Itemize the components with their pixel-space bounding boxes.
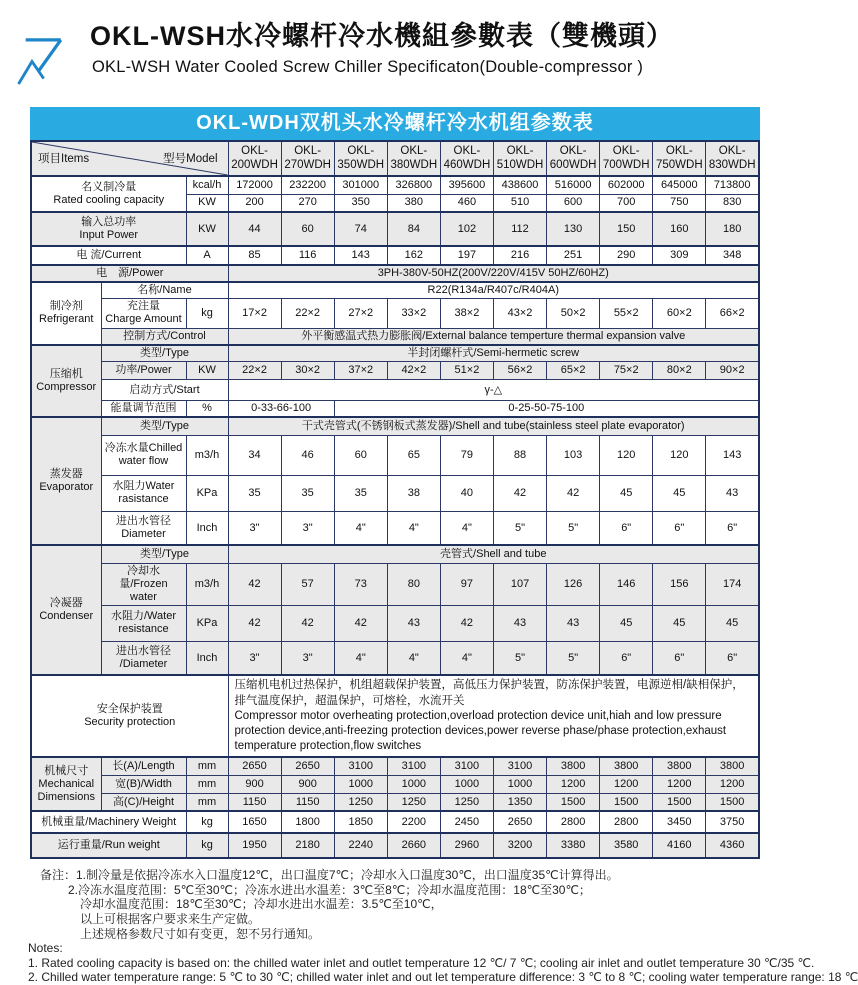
value-cell: 50×2 [547, 298, 600, 328]
value-cell: 1650 [228, 811, 281, 833]
row-label: 类型/Type [101, 417, 228, 435]
value-cell: 75×2 [600, 362, 653, 380]
row-label: 进出水管径 /Diameter [101, 641, 186, 675]
value-cell: 84 [387, 212, 440, 246]
row-compressor-start [31, 380, 759, 401]
row-label: 充注量 Charge Amount [101, 298, 186, 328]
value-cell: 45 [653, 605, 706, 641]
row-power-supply [31, 265, 759, 282]
value-cell: 17×2 [228, 298, 281, 328]
value-cell: 85 [228, 246, 281, 265]
row-label: 水阻力Water rasistance [101, 475, 186, 511]
value-cell: 460 [440, 194, 493, 212]
value-cell: 120 [600, 435, 653, 475]
value-cell: 42×2 [387, 362, 440, 380]
value-cell: 4" [440, 641, 493, 675]
value-cell: 1500 [547, 793, 600, 811]
value-cell: 43 [387, 605, 440, 641]
row-evaporator-type [31, 417, 759, 435]
row-label: 名称/Name [101, 282, 228, 298]
value-cell: 1150 [228, 793, 281, 811]
note-line: 备注：1.制冷量是依据冷冻水入口温度12℃，出口温度7℃；冷却水入口温度30℃，出口温度35℃计算得出。 [40, 868, 619, 883]
value-cell: 51×2 [440, 362, 493, 380]
row-label: 冷却水量/Frozen water [101, 563, 186, 605]
value-cell: 3" [228, 511, 281, 545]
row-evaporator-resistance [31, 475, 759, 511]
value-cell: 1200 [600, 775, 653, 793]
value-cell: 900 [281, 775, 334, 793]
model-cell: OKL- 700WDH [600, 141, 653, 176]
value-cell: 0-25-50-75-100 [334, 401, 759, 417]
value-cell: 1250 [440, 793, 493, 811]
value-cell: 150 [600, 212, 653, 246]
row-label: 运行重量/Run weight [31, 833, 186, 858]
row-condenser-flow [31, 563, 759, 605]
value-cell: 4" [387, 511, 440, 545]
row-dimensions-width [31, 775, 759, 793]
value-cell: 3PH-380V-50HZ(200V/220V/415V 50HZ/60HZ) [228, 265, 759, 282]
value-cell: 6" [706, 641, 759, 675]
value-cell: 172000 [228, 176, 281, 194]
note-line: 冷却水温度范围：18℃至30℃；冷却水进出水温差：3.5℃至10℃， [80, 897, 443, 912]
row-label: 功率/Power [101, 362, 186, 380]
note-line: 2. Chilled water temperature range: 5 ℃ to 30 ℃; chilled water inlet and out let temperature difference: 3 ℃ to 8 ℃; cooling water temperature range: 18 ℃ [28, 970, 858, 985]
row-label: 能量调节范围 [101, 401, 186, 417]
value-cell: 42 [547, 475, 600, 511]
value-cell: 88 [493, 435, 546, 475]
value-cell: 1200 [706, 775, 759, 793]
group-label-condenser: 冷凝器 Condenser [31, 545, 101, 675]
row-dimensions-length [31, 757, 759, 775]
model-label: 型号Model [163, 153, 218, 165]
value-cell: 42 [440, 605, 493, 641]
value-cell: 309 [653, 246, 706, 265]
value-cell: 102 [440, 212, 493, 246]
row-label: 冷冻水量Chilled water flow [101, 435, 186, 475]
value-cell: 44 [228, 212, 281, 246]
group-label-dimensions: 机械尺寸 Mechanical Dimensions [31, 757, 101, 811]
row-label: 类型/Type [101, 545, 228, 563]
unit-cell: A [186, 246, 228, 265]
value-cell: 55×2 [600, 298, 653, 328]
value-cell: 45 [706, 605, 759, 641]
value-cell: 3800 [653, 757, 706, 775]
group-label-refrigerant: 制冷剂 Refrigerant [31, 282, 101, 345]
value-cell: 3800 [706, 757, 759, 775]
model-cell: OKL- 600WDH [547, 141, 600, 176]
value-cell: 2450 [440, 811, 493, 833]
value-cell: 43×2 [493, 298, 546, 328]
row-label: 进出水管径 Diameter [101, 511, 186, 545]
value-cell: 3100 [440, 757, 493, 775]
value-cell: 232200 [281, 176, 334, 194]
row-dimensions-height [31, 793, 759, 811]
value-cell: 45 [600, 475, 653, 511]
unit-cell: mm [186, 793, 228, 811]
value-cell: 干式壳管式(不锈钢板式蒸发器)/Shell and tube(stainless steel plate evaporator) [228, 417, 759, 435]
value-cell: 60 [334, 435, 387, 475]
value-cell: 130 [547, 212, 600, 246]
value-cell: 80×2 [653, 362, 706, 380]
value-cell: 壳管式/Shell and tube [228, 545, 759, 563]
model-cell: OKL- 350WDH [334, 141, 387, 176]
value-cell: 38×2 [440, 298, 493, 328]
value-cell: 74 [334, 212, 387, 246]
value-cell: 压缩机电机过热保护，机组超载保护装置，高低压力保护装置，防冻保护装置，电源逆相/缺相保护，排气温度保护，超温保护，可熔栓，水流开关 Compressor motor overheating protection,overload protection device unit,hiah and low pressure protection device,anti-freezing protection devices,power reverse phase/phase protection,exhaust temperature protection,flow switches [228, 675, 759, 757]
value-cell: 1200 [653, 775, 706, 793]
row-security [31, 675, 759, 757]
value-cell: 4360 [706, 833, 759, 858]
unit-cell: kg [186, 811, 228, 833]
value-cell: 57 [281, 563, 334, 605]
value-cell: 1500 [600, 793, 653, 811]
value-cell: 0-33-66-100 [228, 401, 334, 417]
note-line: 上述规格参数尺寸如有变更，恕不另行通知。 [80, 926, 321, 941]
value-cell: 45 [600, 605, 653, 641]
value-cell: 3" [228, 641, 281, 675]
model-cell: OKL- 830WDH [706, 141, 759, 176]
value-cell: 1500 [706, 793, 759, 811]
value-cell: 2240 [334, 833, 387, 858]
items-label: 项目Items [38, 153, 90, 165]
value-cell: 1150 [281, 793, 334, 811]
value-cell: 73 [334, 563, 387, 605]
value-cell: 3100 [334, 757, 387, 775]
value-cell: 60 [281, 212, 334, 246]
value-cell: 326800 [387, 176, 440, 194]
row-refrigerant-control [31, 328, 759, 344]
value-cell: 900 [228, 775, 281, 793]
row-refrigerant-name [31, 282, 759, 298]
row-label: 安全保护装置 Security protection [31, 675, 228, 757]
row-current [31, 246, 759, 265]
value-cell: 301000 [334, 176, 387, 194]
value-cell: 42 [493, 475, 546, 511]
value-cell: 270 [281, 194, 334, 212]
value-cell: 3380 [547, 833, 600, 858]
value-cell: 2800 [600, 811, 653, 833]
value-cell: 156 [653, 563, 706, 605]
value-cell: 174 [706, 563, 759, 605]
value-cell: 3200 [493, 833, 546, 858]
row-label: 控制方式/Control [101, 328, 228, 344]
value-cell: 34 [228, 435, 281, 475]
value-cell: 1250 [387, 793, 440, 811]
value-cell: 56×2 [493, 362, 546, 380]
value-cell: 5" [547, 511, 600, 545]
unit-cell: Inch [186, 641, 228, 675]
page-title-cn: OKL-WSH水冷螺杆冷水機組參數表（雙機頭） [90, 21, 674, 51]
unit-cell: KW [186, 362, 228, 380]
row-label: 宽(B)/Width [101, 775, 186, 793]
unit-cell: kg [186, 298, 228, 328]
value-cell: 602000 [600, 176, 653, 194]
value-cell: 6" [600, 641, 653, 675]
value-cell: 146 [600, 563, 653, 605]
value-cell: 5" [547, 641, 600, 675]
value-cell: 45 [653, 475, 706, 511]
value-cell: 43 [706, 475, 759, 511]
value-cell: 143 [706, 435, 759, 475]
value-cell: 22×2 [281, 298, 334, 328]
value-cell: 42 [334, 605, 387, 641]
value-cell: 3100 [387, 757, 440, 775]
model-cell: OKL- 200WDH [228, 141, 281, 176]
unit-cell: mm [186, 775, 228, 793]
value-cell: 162 [387, 246, 440, 265]
model-cell: OKL- 380WDH [387, 141, 440, 176]
value-cell: 2960 [440, 833, 493, 858]
value-cell: 348 [706, 246, 759, 265]
value-cell: 180 [706, 212, 759, 246]
value-cell: 27×2 [334, 298, 387, 328]
value-cell: 1000 [334, 775, 387, 793]
value-cell: 79 [440, 435, 493, 475]
value-cell: 103 [547, 435, 600, 475]
row-label: 电 流/Current [31, 246, 186, 265]
group-label-evaporator: 蒸发器 Evaporator [31, 417, 101, 545]
value-cell: 700 [600, 194, 653, 212]
row-compressor-type [31, 345, 759, 362]
unit-cell: KPa [186, 475, 228, 511]
unit-cell: kg [186, 833, 228, 858]
value-cell: 1500 [653, 793, 706, 811]
model-cell: OKL- 750WDH [653, 141, 706, 176]
value-cell: 116 [281, 246, 334, 265]
model-cell: OKL- 270WDH [281, 141, 334, 176]
value-cell: 197 [440, 246, 493, 265]
row-compressor-energy [31, 401, 759, 417]
value-cell: 42 [281, 605, 334, 641]
value-cell: 251 [547, 246, 600, 265]
value-cell: 35 [228, 475, 281, 511]
value-cell: 43 [547, 605, 600, 641]
value-cell: 80 [387, 563, 440, 605]
value-cell: 3580 [600, 833, 653, 858]
value-cell: 3" [281, 511, 334, 545]
note-line: 1. Rated cooling capacity is based on: the chilled water inlet and outlet temperature 12 ℃/ 7 ℃; cooling air inlet and outlet temperature 30 ℃/35 ℃. [28, 955, 815, 970]
value-cell: 2650 [493, 811, 546, 833]
value-cell: 6" [653, 641, 706, 675]
unit-cell: KW [186, 212, 228, 246]
value-cell: 3100 [493, 757, 546, 775]
value-cell: 600 [547, 194, 600, 212]
value-cell: 65 [387, 435, 440, 475]
row-refrigerant-charge [31, 298, 759, 328]
arrow-up-right-icon [14, 30, 68, 92]
value-cell: 4" [334, 511, 387, 545]
value-cell: 1800 [281, 811, 334, 833]
value-cell: 2200 [387, 811, 440, 833]
unit-cell: Inch [186, 511, 228, 545]
row-condenser-diameter [31, 641, 759, 675]
value-cell: 438600 [493, 176, 546, 194]
value-cell: 22×2 [228, 362, 281, 380]
value-cell: 60×2 [653, 298, 706, 328]
value-cell: 6" [706, 511, 759, 545]
value-cell: 1350 [493, 793, 546, 811]
value-cell: 1200 [547, 775, 600, 793]
value-cell: 160 [653, 212, 706, 246]
value-cell: 42 [228, 605, 281, 641]
value-cell: 380 [387, 194, 440, 212]
row-label: 名义制冷量 Rated cooling capacity [31, 176, 186, 212]
value-cell: 外平衡感温式热力膨胀阀/External balance temperture thermal expansion valve [228, 328, 759, 344]
model-cell: OKL- 460WDH [440, 141, 493, 176]
value-cell: 395600 [440, 176, 493, 194]
value-cell: 6" [600, 511, 653, 545]
value-cell: 200 [228, 194, 281, 212]
unit-cell: kcal/h [186, 176, 228, 194]
value-cell: 830 [706, 194, 759, 212]
value-cell: 107 [493, 563, 546, 605]
notes-en-title: Notes: [28, 941, 63, 956]
value-cell: 33×2 [387, 298, 440, 328]
value-cell: 46 [281, 435, 334, 475]
row-label: 类型/Type [101, 345, 228, 362]
value-cell: 750 [653, 194, 706, 212]
value-cell: 143 [334, 246, 387, 265]
group-label-compressor: 压缩机 Compressor [31, 345, 101, 417]
value-cell: 35 [334, 475, 387, 511]
value-cell: 40 [440, 475, 493, 511]
value-cell: 4" [440, 511, 493, 545]
row-label: 电 源/Power [31, 265, 228, 282]
unit-cell: mm [186, 757, 228, 775]
row-input-power [31, 212, 759, 246]
row-cooling-kcal [31, 176, 759, 194]
value-cell: R22(R134a/R407c/R404A) [228, 282, 759, 298]
row-label: 启动方式/Start [101, 380, 228, 401]
value-cell: 30×2 [281, 362, 334, 380]
value-cell: 5" [493, 641, 546, 675]
corner-cell [31, 141, 228, 176]
value-cell: 713800 [706, 176, 759, 194]
value-cell: 4" [334, 641, 387, 675]
notes-block [28, 868, 858, 985]
value-cell: 4160 [653, 833, 706, 858]
value-cell: 1000 [387, 775, 440, 793]
unit-cell: KW [186, 194, 228, 212]
value-cell: 5" [493, 511, 546, 545]
row-label: 机械重量/Machinery Weight [31, 811, 186, 833]
model-cell: OKL- 510WDH [493, 141, 546, 176]
unit-cell: m3/h [186, 435, 228, 475]
title-block [90, 12, 674, 77]
unit-cell: m3/h [186, 563, 228, 605]
page-title-en: OKL-WSH Water Cooled Screw Chiller Specificaton(Double-compressor ) [92, 58, 644, 76]
value-cell: 3" [281, 641, 334, 675]
value-cell: 1850 [334, 811, 387, 833]
value-cell: 2660 [387, 833, 440, 858]
table-banner: OKL-WDH双机头水冷螺杆冷水机组参数表 [30, 107, 760, 140]
value-cell: 66×2 [706, 298, 759, 328]
value-cell: 35 [281, 475, 334, 511]
value-cell: 216 [493, 246, 546, 265]
value-cell: 290 [600, 246, 653, 265]
row-label: 长(A)/Length [101, 757, 186, 775]
value-cell: 37×2 [334, 362, 387, 380]
value-cell: 半封闭螺杆式/Semi-hermetic screw [228, 345, 759, 362]
value-cell: 1250 [334, 793, 387, 811]
row-label: 高(C)/Height [101, 793, 186, 811]
value-cell: 120 [653, 435, 706, 475]
value-cell: 126 [547, 563, 600, 605]
value-cell: 3750 [706, 811, 759, 833]
row-run-weight [31, 833, 759, 858]
row-machine-weight [31, 811, 759, 833]
value-cell: 3800 [547, 757, 600, 775]
row-condenser-resistance [31, 605, 759, 641]
value-cell: 1950 [228, 833, 281, 858]
spec-table [30, 140, 760, 859]
row-label: 水阻力/Water resistance [101, 605, 186, 641]
value-cell: 65×2 [547, 362, 600, 380]
row-model-header [31, 141, 759, 176]
value-cell: 38 [387, 475, 440, 511]
row-evaporator-diameter [31, 511, 759, 545]
value-cell: 90×2 [706, 362, 759, 380]
value-cell: 645000 [653, 176, 706, 194]
row-label: 输入总功率 Input Power [31, 212, 186, 246]
value-cell: 350 [334, 194, 387, 212]
value-cell: 2650 [281, 757, 334, 775]
value-cell: 2180 [281, 833, 334, 858]
row-evaporator-flow [31, 435, 759, 475]
value-cell: 1000 [493, 775, 546, 793]
unit-cell: KPa [186, 605, 228, 641]
note-line: 2.冷冻水温度范围：5℃至30℃；冷冻水进出水温差：3℃至8℃；冷却水温度范围：18℃至30℃； [68, 882, 591, 897]
value-cell: 516000 [547, 176, 600, 194]
value-cell: 97 [440, 563, 493, 605]
unit-cell: % [186, 401, 228, 417]
value-cell: 3800 [600, 757, 653, 775]
value-cell: 6" [653, 511, 706, 545]
value-cell: 3450 [653, 811, 706, 833]
note-line: 以上可根据客户要求来生产定做。 [80, 912, 261, 927]
value-cell: 510 [493, 194, 546, 212]
value-cell: 42 [228, 563, 281, 605]
value-cell: 43 [493, 605, 546, 641]
row-compressor-power [31, 362, 759, 380]
value-cell: 1000 [440, 775, 493, 793]
value-cell: 2800 [547, 811, 600, 833]
value-cell: γ-△ [228, 380, 759, 401]
row-condenser-type [31, 545, 759, 563]
value-cell: 4" [387, 641, 440, 675]
value-cell: 112 [493, 212, 546, 246]
page-header [0, 0, 790, 92]
value-cell: 2650 [228, 757, 281, 775]
